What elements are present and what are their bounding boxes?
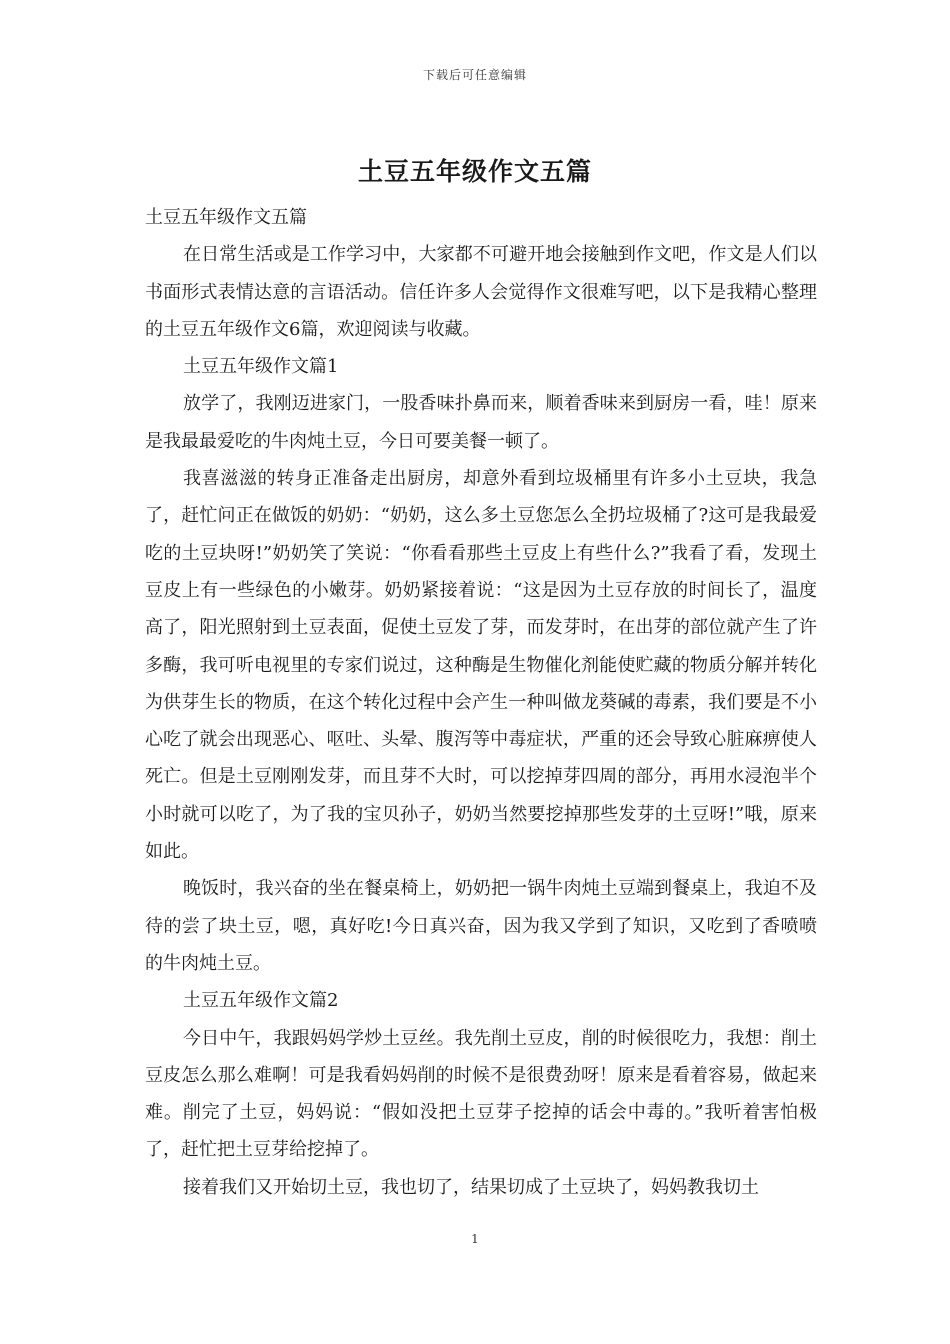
intro-paragraph: 在日常生活或是工作学习中，大家都不可避开地会接触到作文吧，作文是人们以书面形式表情达意的言语活动。信任许多人会觉得作文很难写吧，以下是我精心整理的土豆五年级作文6篇，欢迎阅读与收藏。	[145, 244, 817, 340]
header-note: 下载后可任意编辑	[422, 68, 527, 82]
section-heading-2: 土豆五年级作文篇2	[183, 990, 339, 1012]
body-paragraph: 接着我们又开始切土豆，我也切了，结果切成了土豆块了，妈妈教我切土	[183, 1176, 759, 1198]
document-title: 土豆五年级作文五篇	[357, 157, 592, 186]
section-heading-1: 土豆五年级作文篇1	[183, 356, 339, 378]
body-paragraph: 放学了，我刚迈进家门，一股香味扑鼻而来，顺着香味来到厨房一看，哇！原来是我最最爱吃的牛肉炖土豆，今日可要美餐一顿了。	[145, 393, 817, 452]
document-body	[145, 199, 817, 1206]
body-paragraph: 晚饭时，我兴奋的坐在餐桌椅上，奶奶把一锅牛肉炖土豆端到餐桌上，我迫不及待的尝了块土豆，嗯，真好吃!今日真兴奋，因为我又学到了知识，又吃到了香喷喷的牛肉炖土豆。	[145, 878, 817, 974]
body-paragraph: 我喜滋滋的转身正准备走出厨房，却意外看到垃圾桶里有许多小土豆块，我急了，赶忙问正在做饭的奶奶：“奶奶，这么多土豆您怎么全扔垃圾桶了?这可是我最爱吃的土豆块呀!”奶奶笑了笑说：“你看看那些土豆皮上有些什么?”我看了看，发现土豆皮上有一些绿色的小嫩芽。奶奶紧接着说：“这是因为土豆存放的时间长了，温度高了，阳光照射到土豆表面，促使土豆发了芽，而发芽时，在出芽的部位就产生了许多酶，我可听电视里的专家们说过，这种酶是生物催化剂能使贮藏的物质分解并转化为供芽生长的物质，在这个转化过程中会产生一种叫做龙葵碱的毒素，我们要是不小心吃了就会出现恶心、呕吐、头晕、腹泻等中毒症状，严重的还会导致心脏麻痹使人死亡。但是土豆刚刚发芽，而且芽不大时，可以挖掉芽四周的部分，再用水浸泡半个小时就可以吃了，为了我的宝贝孙子，奶奶当然要挖掉那些发芽的土豆呀!”哦，原来如此。	[145, 468, 817, 863]
subtitle-paragraph: 土豆五年级作文五篇	[145, 207, 307, 228]
body-paragraph: 今日中午，我跟妈妈学炒土豆丝。我先削土豆皮，削的时候很吃力，我想：削土豆皮怎么那么难啊！可是我看妈妈削的时候不是很费劲呀！原来是看着容易，做起来难。削完了土豆，妈妈说：“假如没把土豆芽子挖掉的话会中毒的。”我听着害怕极了，赶忙把土豆芽给挖掉了。	[145, 1027, 817, 1161]
page-number: 1	[471, 1232, 479, 1246]
